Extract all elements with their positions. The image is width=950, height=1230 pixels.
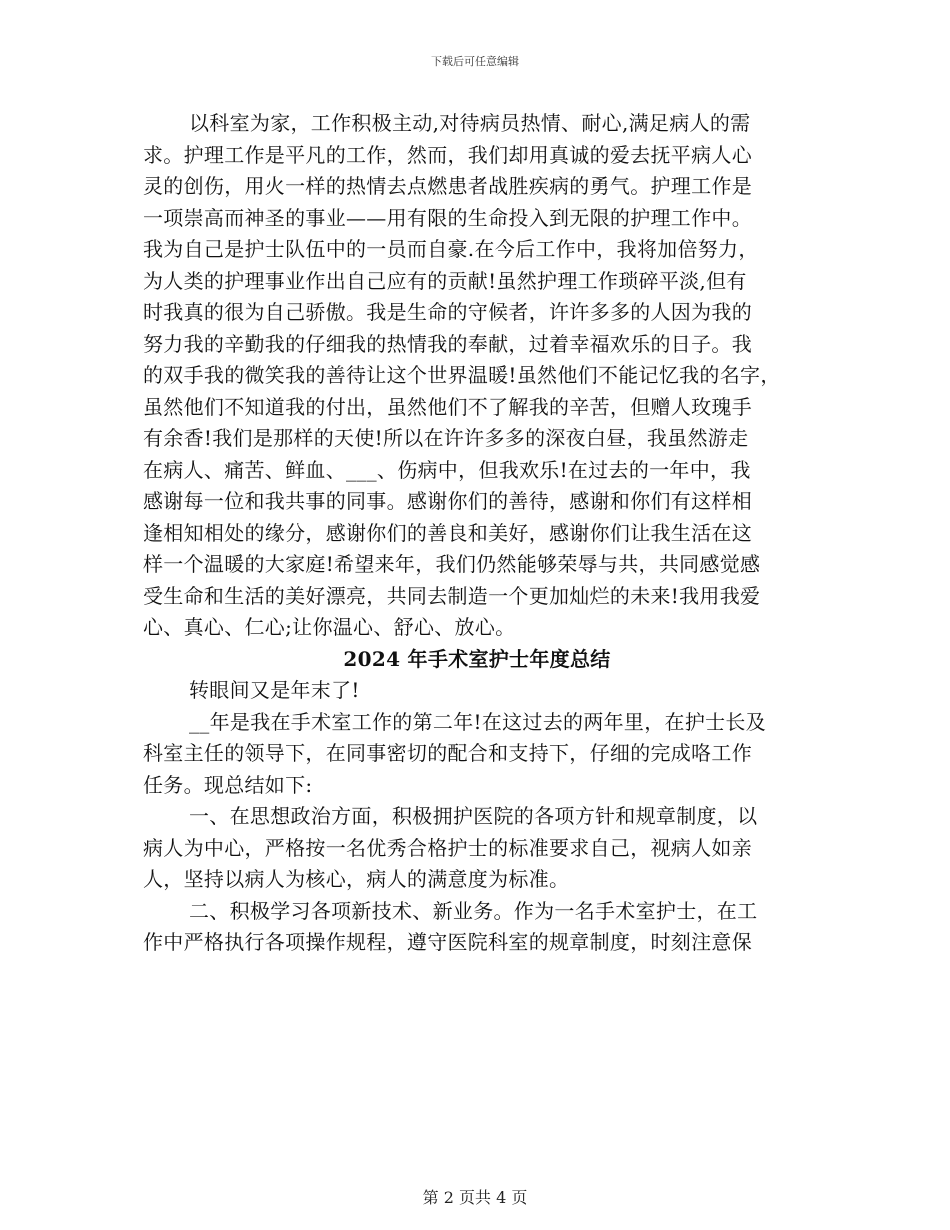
paragraph-line: 在病人、痛苦、鲜血、___、伤病中，但我欢乐!在过去的一年中，我 <box>143 457 751 482</box>
paragraph-line: 心、真心、仁心;让你温心、舒心、放心。 <box>143 615 516 639</box>
paragraph-line: 为人类的护理事业作出自己应有的贡献!虽然护理工作琐碎平淡,但有 <box>143 268 747 293</box>
paragraph-line: 时我真的很为自己骄傲。我是生命的守候者，许许多多的人因为我的 <box>143 300 752 324</box>
paragraph-line: 科室主任的领导下，在同事密切的配合和支持下，仔细的完成咯工作 <box>143 741 752 765</box>
page-header: 下载后可任意编辑 <box>431 55 519 68</box>
page-footer: 第 2 页共 4 页 <box>422 1188 528 1207</box>
paragraph-line: 作中严格执行各项操作规程，遵守医院科室的规章制度，时刻注意保 <box>143 930 752 954</box>
paragraph-line: 逢相知相处的缘分，感谢你们的善良和美好，感谢你们让我生活在这 <box>143 520 752 545</box>
paragraph-line: 转眼间又是年末了! <box>189 678 360 702</box>
paragraph-line: __年是我在手术室工作的第二年!在这过去的两年里，在护士长及 <box>189 709 767 734</box>
paragraph-line: 的双手我的微笑我的善待让这个世界温暖!虽然他们不能记忆我的名字， <box>143 363 781 387</box>
document-body <box>143 108 811 959</box>
paragraph-line: 受生命和生活的美好漂亮，共同去制造一个更加灿烂的未来!我用我爱 <box>143 583 761 608</box>
section-title: 2024 年手术室护士年度总结 <box>343 646 611 671</box>
paragraph-line: 有余香!我们是那样的天使!所以在许许多多的深夜白昼，我虽然游走 <box>143 426 749 450</box>
paragraph-line: 一项崇高而神圣的事业——用有限的生命投入到无限的护理工作中。 <box>143 205 752 230</box>
paragraph-line: 我为自己是护士队伍中的一员而自豪.在今后工作中，我将加倍努力， <box>143 237 759 261</box>
paragraph-line: 样一个温暖的大家庭!希望来年，我们仍然能够荣辱与共，共同感觉感 <box>143 552 761 576</box>
paragraph-line: 一、在思想政治方面，积极拥护医院的各项方针和规章制度，以 <box>189 804 758 828</box>
paragraph-line: 灵的创伤，用火一样的热情去点燃患者战胜疾病的勇气。护理工作是 <box>143 174 752 198</box>
paragraph-line: 求。护理工作是平凡的工作，然而，我们却用真诚的爱去抚平病人心 <box>143 142 752 167</box>
paragraph-line: 人，坚持以病人为核心，病人的满意度为标准。 <box>143 867 570 891</box>
paragraph-line: 任务。现总结如下: <box>143 772 313 797</box>
paragraph-line: 二、积极学习各项新技术、新业务。作为一名手术室护士，在工 <box>189 898 758 923</box>
paragraph-line: 感谢每一位和我共事的同事。感谢你们的善待，感谢和你们有这样相 <box>143 489 752 513</box>
paragraph-line: 以科室为家，工作积极主动,对待病员热情、耐心,满足病人的需 <box>189 111 751 135</box>
paragraph-line: 病人为中心，严格按一名优秀合格护士的标准要求自己，视病人如亲 <box>143 835 752 860</box>
paragraph-line: 努力我的辛勤我的仔细我的热情我的奉献，过着幸福欢乐的日子。我 <box>143 331 752 356</box>
paragraph-line: 虽然他们不知道我的付出，虽然他们不了解我的辛苦，但赠人玫瑰手 <box>143 394 752 419</box>
